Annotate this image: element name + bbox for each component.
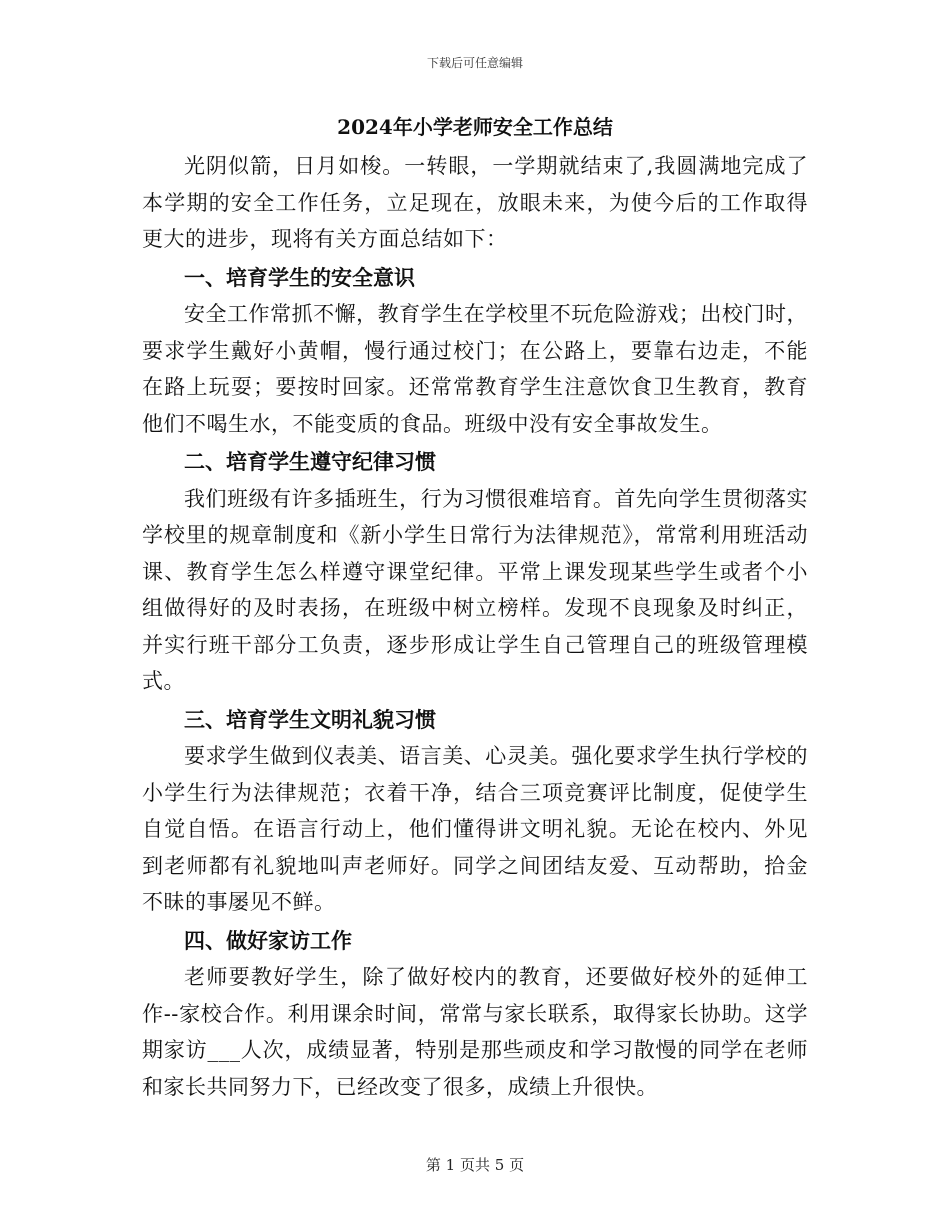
section-heading-4: 四、做好家访工作	[184, 927, 352, 953]
intro-paragraph: 光阴似箭，日月如梭。一转眼，一学期就结束了,我圆满地完成了本学期的安全工作任务，立足现在，放眼未来，为使今后的工作取得更大的进步，现将有关方面总结如下：	[142, 154, 808, 251]
document-title: 2024年小学老师安全工作总结	[337, 115, 613, 139]
section-body-3: 要求学生做到仪表美、语言美、心灵美。强化要求学生执行学校的小学生行为法律规范；衣着干净，结合三项竞赛评比制度，促使学生自觉自悟。在语言行动上，他们懂得讲文明礼貌。无论在校内、外见到老师都有礼貌地叫声老师好。同学之间团结友爱、互动帮助，拾金不昧的事屡见不鲜。	[142, 744, 808, 914]
section-heading-2: 二、培育学生遵守纪律习惯	[184, 449, 436, 474]
section-heading-1: 一、培育学生的安全意识	[184, 264, 415, 290]
header-note: 下载后可任意编辑	[426, 56, 523, 70]
section-heading-3: 三、培育学生文明礼貌习惯	[184, 706, 436, 732]
section-body-4: 老师要教好学生，除了做好校内的教育，还要做好校外的延伸工作--家校合作。利用课余时间，常常与家长联系，取得家长协助。这学期家访___人次，成绩显著，特别是那些顽皮和学习散慢的同学在老师和家长共同努力下，已经改变了很多，成绩上升很快。	[142, 965, 808, 1099]
section-body-1: 安全工作常抓不懈，教育学生在学校里不玩危险游戏；出校门时，要求学生戴好小黄帽，慢行通过校门；在公路上，要靠右边走，不能在路上玩耍；要按时回家。还常常教育学生注意饮食卫生教育，教育他们不喝生水，不能变质的食品。班级中没有安全事故发生。	[142, 302, 808, 436]
section-body-2: 我们班级有许多插班生，行为习惯很难培育。首先向学生贯彻落实学校里的规章制度和《新小学生日常行为法律规范》，常常利用班活动课、教育学生怎么样遵守课堂纪律。平常上课发现某些学生或者个小组做得好的及时表扬，在班级中树立榜样。发现不良现象及时纠正，并实行班干部分工负责，逐步形成让学生自己管理自己的班级管理模式。	[142, 486, 808, 693]
page-number-footer: 第 1 页共 5 页	[425, 1156, 525, 1174]
document-body	[142, 110, 808, 1105]
